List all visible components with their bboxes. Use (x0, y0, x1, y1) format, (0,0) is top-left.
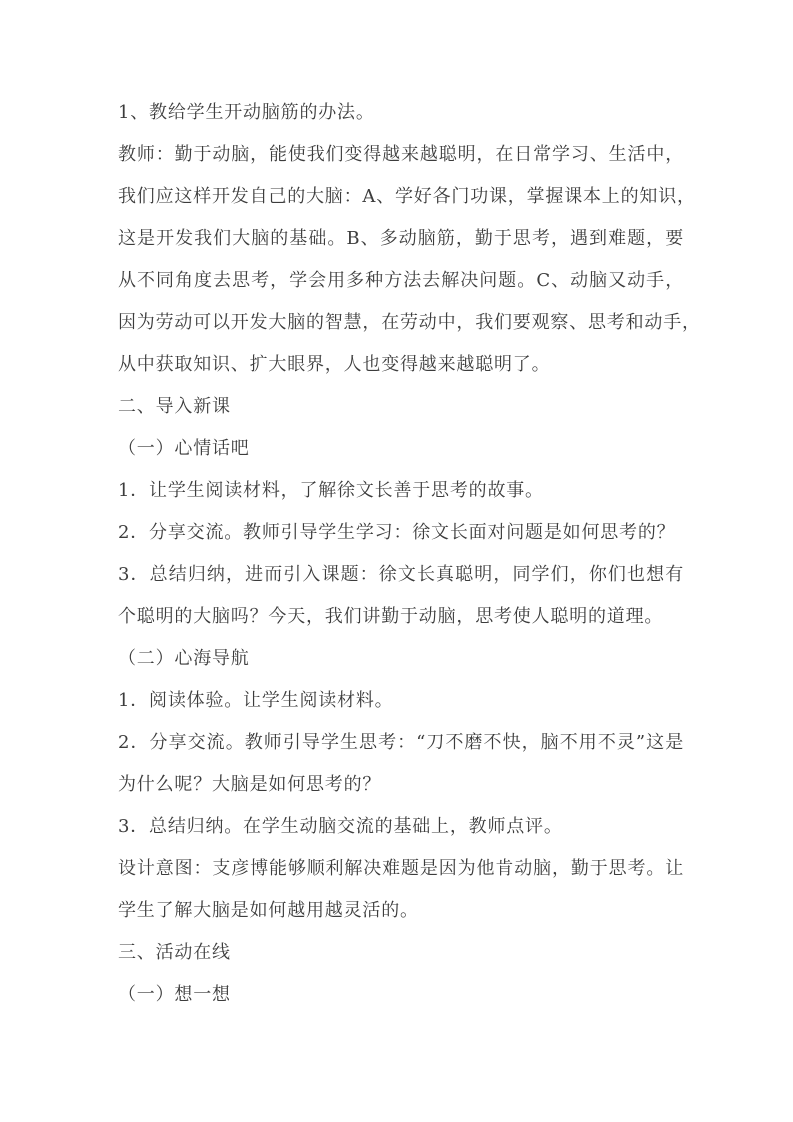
text-line: 从中获取知识、扩大眼界，人也变得越来越聪明了。 (118, 354, 551, 375)
document-body (118, 92, 701, 1016)
text-line: 因为劳动可以开发大脑的智慧，在劳动中，我们要观察、思考和动手， (118, 312, 701, 333)
text-line: 这是开发我们大脑的基础。B、多动脑筋，勤于思考，遇到难题，要 (118, 228, 684, 249)
text-line: 1．让学生阅读材料，了解徐文长善于思考的故事。 (118, 480, 544, 501)
text-line: 3．总结归纳。在学生动脑交流的基础上，教师点评。 (118, 816, 563, 837)
text-line: 从不同角度去思考，学会用多种方法去解决问题。C、动脑又动手， (118, 270, 684, 291)
text-line: （一）想一想 (118, 984, 231, 1005)
text-line: 二、导入新课 (118, 396, 231, 417)
text-line: 2．分享交流。教师引导学生思考：“刀不磨不快，脑不用不灵”这是 (118, 732, 684, 753)
text-line: 我们应这样开发自己的大脑：A、学好各门功课，掌握课本上的知识， (118, 186, 696, 207)
text-line: （一）心情话吧 (118, 438, 250, 459)
text-line: 教师：勤于动脑，能使我们变得越来越聪明，在日常学习、生活中， (118, 144, 684, 165)
text-line: 为什么呢？大脑是如何思考的？ (118, 774, 382, 795)
text-line: 2．分享交流。教师引导学生学习：徐文长面对问题是如何思考的？ (118, 522, 676, 543)
text-line: 1、教给学生开动脑筋的办法。 (118, 102, 375, 123)
text-line: 设计意图：支彦博能够顺利解决难题是因为他肯动脑，勤于思考。让 (118, 858, 684, 879)
text-line: 1．阅读体验。让学生阅读材料。 (118, 690, 394, 711)
text-line: 个聪明的大脑吗？今天，我们讲勤于动脑，思考使人聪明的道理。 (118, 606, 664, 627)
text-line: 3．总结归纳，进而引入课题：徐文长真聪明，同学们，你们也想有 (118, 564, 684, 585)
text-line: （二）心海导航 (118, 648, 250, 669)
text-line: 三、活动在线 (118, 942, 231, 963)
text-line: 学生了解大脑是如何越用越灵活的。 (118, 900, 419, 921)
